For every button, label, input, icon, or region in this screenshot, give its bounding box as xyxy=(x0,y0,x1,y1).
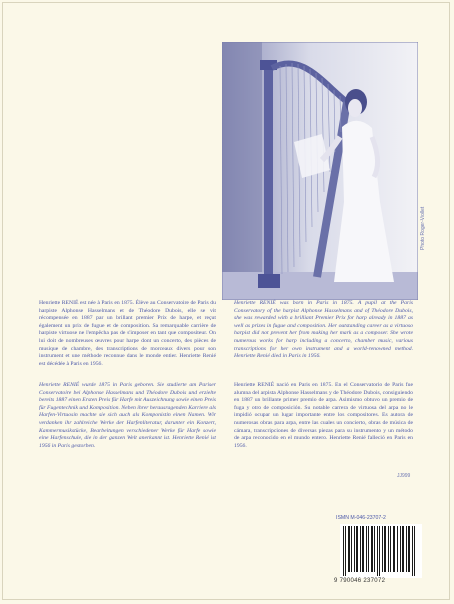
photo-credit: Photo Roger-Viollet xyxy=(420,206,426,250)
issn-label: ISMN M-046-23707-2 xyxy=(336,515,386,521)
biography-english: Henriette RENIÉ was born in Paris in 1875. A pupil at the Paris Conservatory of the harpist Alphonse Hasselmans and of Théodore Dubois, she was rewarded with a brilliant Premier Prix for harp already in 1887 as well as prizes in fugue and composition. Her outstanding career as a virtuoso harpist did not prevent her from making her mark as a composer. She wrote numerous works for harp including a concerto, chamber music, various transcriptions for her own instrument and a world-renowned method. Henriette Renié died in Paris in 1956. xyxy=(234,300,413,360)
barcode xyxy=(340,524,422,578)
biography-german: Henriette RENIÉ wurde 1875 in Paris geboren. Sie studierte am Pariser Conservatoire bei Alphonse Hasselmans und Théodore Dubois und erzielte bereits 1887 einen Ersten Preis für Harfe mit Auszeichnung sowie einen Preis für Fugentechnik und Komposition. Neben ihrer herausragenden Karriere als Harfen-Virtuosin machte sie sich auch als Komponistin einen Namen. Wir verdanken ihr zahlreiche Werke der Harfenliteratur, darunter ein Konzert, Kammermusikstücke, Bearbeitungen verschiedener Werke für Harfe sowie eine Harfenschule, die in der ganzen Welt anerkannt ist. Henriette Renié ist 1956 in Paris gestorben. xyxy=(39,382,216,449)
barcode-bars xyxy=(340,524,422,578)
portrait-photo xyxy=(222,42,418,300)
biography-spanish: Henriette RENIÉ nació en Paris en 1875. En el Conservatorio de Paris fue alumna del arpista Alphonse Hasselmans y de Théodore Dubois, consiguiendo en 1887 un brillante primer premio de arpa. Asimismo obtuvo un premio de fuga y otro de composición. Su notable carrera de virtuosa del arpa no le impidió ocupar un lugar importante entre los compositores. Es autora de numerosas obras para arpa, entre las cuales un concierto, obras de música de cámara, transcripciones de diversas piezas para su instrumento y un método de arpa reconocido en el mundo entero. Henriette Renié falleció en Paris en 1956. xyxy=(234,382,413,449)
harpist-photo-illustration xyxy=(222,42,418,300)
catalog-code: JJ999 xyxy=(397,473,411,479)
biography-french: Henriette RENIÉ est née à Paris en 1875. Élève au Conservatoire de Paris du harpiste Alphonse Hasselmans et de Théodore Dubois, elle se vit récompensée en 1887 par un brillant premier Prix de harpe, et reçut également un prix de fugue et de composition. Sa remarquable carrière de harpiste virtuose ne l'empêcha pas de s'imposer en tant que compositeur. On lui doit de nombreuses œuvres pour harpe dont un concerto, des pièces de musique de chambre, des transcriptions de morceaux divers pour son instrument et une méthode reconnue dans le monde entier. Henriette Renié est décédée à Paris en 1956. xyxy=(39,300,216,367)
barcode-digits: 9 790046 237072 xyxy=(334,578,386,584)
